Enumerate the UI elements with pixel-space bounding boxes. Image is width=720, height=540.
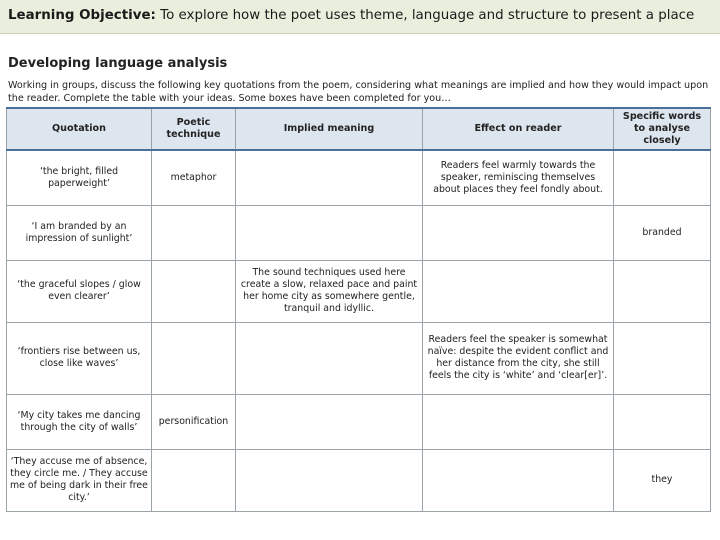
- quotation-cell[interactable]: ‘the graceful slopes / glow even clearer’: [7, 260, 152, 322]
- objective-text: To explore how the poet uses theme, language and structure to present a place: [160, 8, 695, 23]
- quotation-cell[interactable]: ‘They accuse me of absence, they circle me. / They accuse me of being dark in their free city.’: [7, 449, 152, 511]
- table-row: [7, 150, 711, 205]
- table-row: [7, 260, 711, 322]
- technique-cell[interactable]: [152, 449, 236, 511]
- technique-cell[interactable]: [152, 205, 236, 260]
- implied-meaning-cell[interactable]: The sound techniques used here create a slow, relaxed pace and paint her home city as somewhere gentle, tranquil and idyllic.: [236, 260, 423, 322]
- effect-cell[interactable]: [423, 260, 614, 322]
- specific-words-cell[interactable]: [614, 260, 711, 322]
- header-poetic-technique: Poetic technique: [152, 108, 236, 150]
- instructions-text: Working in groups, discuss the following key quotations from the poem, considering what meanings are implied and how they would impact upon the reader. Complete the table with your ideas. Some boxes have been completed for you…: [8, 80, 709, 104]
- effect-cell[interactable]: Readers feel the speaker is somewhat naïve: despite the evident conflict and her distance from the city, she still feels the city is ‘white’ and ‘clear[er]’.: [423, 322, 614, 394]
- table-row: [7, 449, 711, 511]
- header-quotation: Quotation: [7, 108, 152, 150]
- implied-meaning-cell[interactable]: [236, 322, 423, 394]
- implied-meaning-cell[interactable]: [236, 205, 423, 260]
- specific-words-cell[interactable]: [614, 322, 711, 394]
- technique-cell[interactable]: metaphor: [152, 150, 236, 205]
- effect-cell[interactable]: Readers feel warmly towards the speaker, reminiscing themselves about places they feel fondly about.: [423, 150, 614, 205]
- specific-words-cell[interactable]: [614, 150, 711, 205]
- effect-cell[interactable]: [423, 449, 614, 511]
- effect-cell[interactable]: [423, 394, 614, 449]
- language-analysis-table: [6, 107, 711, 512]
- implied-meaning-cell[interactable]: [236, 394, 423, 449]
- implied-meaning-cell[interactable]: [236, 150, 423, 205]
- specific-words-cell[interactable]: they: [614, 449, 711, 511]
- section-heading: Developing language analysis: [8, 56, 228, 71]
- table-header-row: [7, 108, 711, 150]
- learning-objective-banner: [0, 0, 720, 34]
- implied-meaning-cell[interactable]: [236, 449, 423, 511]
- quotation-cell[interactable]: ‘I am branded by an impression of sunlight’: [7, 205, 152, 260]
- specific-words-cell[interactable]: branded: [614, 205, 711, 260]
- specific-words-cell[interactable]: [614, 394, 711, 449]
- header-specific-words: Specific words to analyse closely: [614, 108, 711, 150]
- technique-cell[interactable]: personification: [152, 394, 236, 449]
- technique-cell[interactable]: [152, 322, 236, 394]
- objective-label: Learning Objective:: [8, 8, 156, 23]
- quotation-cell[interactable]: ‘the bright, filled paperweight’: [7, 150, 152, 205]
- table-row: [7, 205, 711, 260]
- header-effect-on-reader: Effect on reader: [423, 108, 614, 150]
- quotation-cell[interactable]: ‘frontiers rise between us, close like waves’: [7, 322, 152, 394]
- technique-cell[interactable]: [152, 260, 236, 322]
- quotation-cell[interactable]: ‘My city takes me dancing through the city of walls’: [7, 394, 152, 449]
- header-implied-meaning: Implied meaning: [236, 108, 423, 150]
- table-row: [7, 322, 711, 394]
- table-row: [7, 394, 711, 449]
- effect-cell[interactable]: [423, 205, 614, 260]
